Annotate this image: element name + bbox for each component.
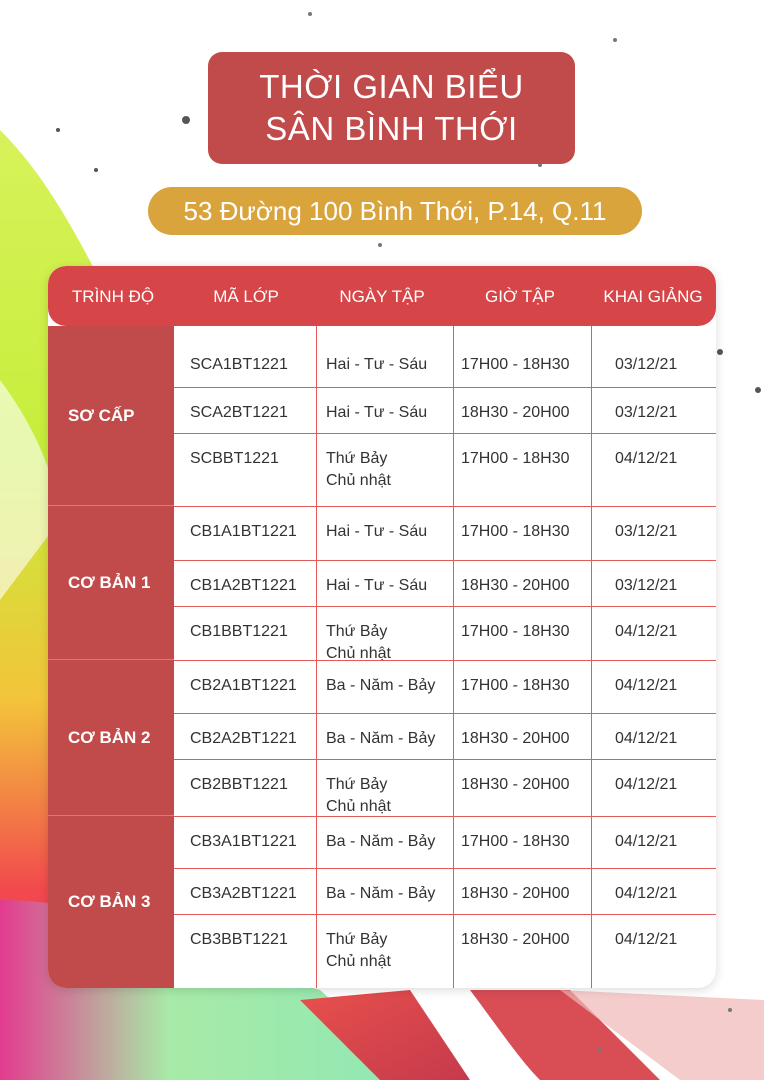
- training-days-line: Chủ nhật: [326, 798, 391, 815]
- table-header: [48, 266, 716, 326]
- table-row: [174, 816, 716, 869]
- class-code-cell: CB2A2BT1221: [190, 730, 297, 747]
- start-date-cell: 04/12/21: [615, 450, 678, 467]
- level-cell: CƠ BẢN 3: [68, 892, 151, 911]
- training-time-cell: 18H30 - 20H00: [461, 577, 570, 594]
- training-time-cell: 18H30 - 20H00: [461, 931, 570, 948]
- table-row: [174, 387, 716, 434]
- class-code-cell: SCA2BT1221: [190, 404, 288, 421]
- header-code: MÃ LỚP: [213, 287, 279, 306]
- training-days-cell: [316, 326, 453, 387]
- training-days-line: Hai - Tư - Sáu: [326, 523, 428, 540]
- table-row: [174, 433, 716, 507]
- training-days-cell: [316, 915, 453, 988]
- start-date-cell: 03/12/21: [615, 356, 678, 373]
- training-days-line: Chủ nhật: [326, 953, 391, 970]
- start-date-cell: 04/12/21: [615, 885, 678, 902]
- training-time-cell: 17H00 - 18H30: [461, 356, 570, 373]
- training-days-line: Ba - Năm - Bảy: [326, 730, 436, 747]
- column-divider: [316, 326, 317, 988]
- training-days-cell: [316, 714, 453, 760]
- class-code-cell: SCA1BT1221: [190, 356, 288, 373]
- start-date-cell: 03/12/21: [615, 404, 678, 421]
- training-time-cell: 17H00 - 18H30: [461, 623, 570, 640]
- address-pill: [148, 187, 642, 235]
- training-time-cell: 17H00 - 18H30: [461, 833, 570, 850]
- start-date-cell: 04/12/21: [615, 677, 678, 694]
- table-row: [174, 606, 716, 661]
- training-days-cell: [316, 817, 453, 869]
- training-days-cell: [316, 869, 453, 915]
- table-body: [174, 326, 716, 988]
- training-time-cell: 18H30 - 20H00: [461, 404, 570, 421]
- class-code-cell: SCBBT1221: [190, 450, 279, 467]
- table-row: [174, 560, 716, 607]
- training-days-line: Ba - Năm - Bảy: [326, 833, 436, 850]
- title-line-2: SÂN BÌNH THỚI: [265, 110, 518, 147]
- header-level: TRÌNH ĐỘ: [71, 287, 155, 306]
- start-date-cell: 03/12/21: [615, 523, 678, 540]
- training-time-cell: 17H00 - 18H30: [461, 450, 570, 467]
- table-row: [174, 759, 716, 817]
- start-date-cell: 04/12/21: [615, 776, 678, 793]
- title-line-1: THỜI GIAN BIỂU: [259, 68, 524, 105]
- training-days-line: Thứ Bảy: [326, 450, 388, 467]
- training-days-line: Thứ Bảy: [326, 776, 388, 793]
- header-days: NGÀY TẬP: [339, 287, 425, 306]
- class-code-cell: CB1BBT1221: [190, 623, 288, 640]
- table-row: [174, 914, 716, 988]
- training-days-line: Ba - Năm - Bảy: [326, 885, 436, 902]
- class-code-cell: CB2BBT1221: [190, 776, 288, 793]
- table-row: [174, 868, 716, 915]
- training-time-cell: 18H30 - 20H00: [461, 885, 570, 902]
- training-days-cell: [316, 434, 453, 507]
- class-code-cell: CB3BBT1221: [190, 931, 288, 948]
- level-column: [48, 326, 174, 988]
- start-date-cell: 04/12/21: [615, 730, 678, 747]
- address-text: 53 Đường 100 Bình Thới, P.14, Q.11: [183, 195, 607, 226]
- column-divider: [591, 326, 592, 988]
- training-days-line: Hai - Tư - Sáu: [326, 404, 428, 421]
- training-days-cell: [316, 561, 453, 607]
- column-divider: [453, 326, 454, 988]
- training-time-cell: 17H00 - 18H30: [461, 677, 570, 694]
- training-days-line: Thứ Bảy: [326, 623, 388, 640]
- training-days-line: Hai - Tư - Sáu: [326, 577, 428, 594]
- training-days-line: Thứ Bảy: [326, 931, 388, 948]
- training-time-cell: 18H30 - 20H00: [461, 730, 570, 747]
- table-row: [174, 326, 716, 387]
- level-cell: CƠ BẢN 2: [48, 660, 174, 816]
- start-date-cell: 04/12/21: [615, 931, 678, 948]
- level-cell: CƠ BẢN 1: [48, 506, 174, 660]
- training-days-cell: [316, 507, 453, 561]
- training-days-line: Ba - Năm - Bảy: [326, 677, 436, 694]
- start-date-cell: 04/12/21: [615, 623, 678, 640]
- training-days-cell: [316, 607, 453, 661]
- table-row: [174, 506, 716, 561]
- training-days-line: Chủ nhật: [326, 645, 391, 662]
- training-days-cell: [316, 388, 453, 434]
- class-code-cell: CB3A1BT1221: [190, 833, 297, 850]
- table-row: [174, 713, 716, 760]
- training-days-cell: [316, 661, 453, 714]
- header-time: GIỜ TẬP: [484, 287, 555, 306]
- training-time-cell: 17H00 - 18H30: [461, 523, 570, 540]
- level-cell: SƠ CẤP: [48, 326, 174, 506]
- training-days-line: Hai - Tư - Sáu: [326, 356, 428, 373]
- class-code-cell: CB2A1BT1221: [190, 677, 297, 694]
- class-code-cell: CB3A2BT1221: [190, 885, 297, 902]
- schedule-table: [48, 266, 716, 988]
- training-days-cell: [316, 760, 453, 817]
- training-time-cell: 18H30 - 20H00: [461, 776, 570, 793]
- table-row: [174, 660, 716, 714]
- start-date-cell: 03/12/21: [615, 577, 678, 594]
- class-code-cell: CB1A1BT1221: [190, 523, 297, 540]
- training-days-line: Chủ nhật: [326, 472, 391, 489]
- class-code-cell: CB1A2BT1221: [190, 577, 297, 594]
- start-date-cell: 04/12/21: [615, 833, 678, 850]
- header-start: KHAI GIẢNG: [603, 287, 703, 306]
- title-box: [208, 52, 575, 164]
